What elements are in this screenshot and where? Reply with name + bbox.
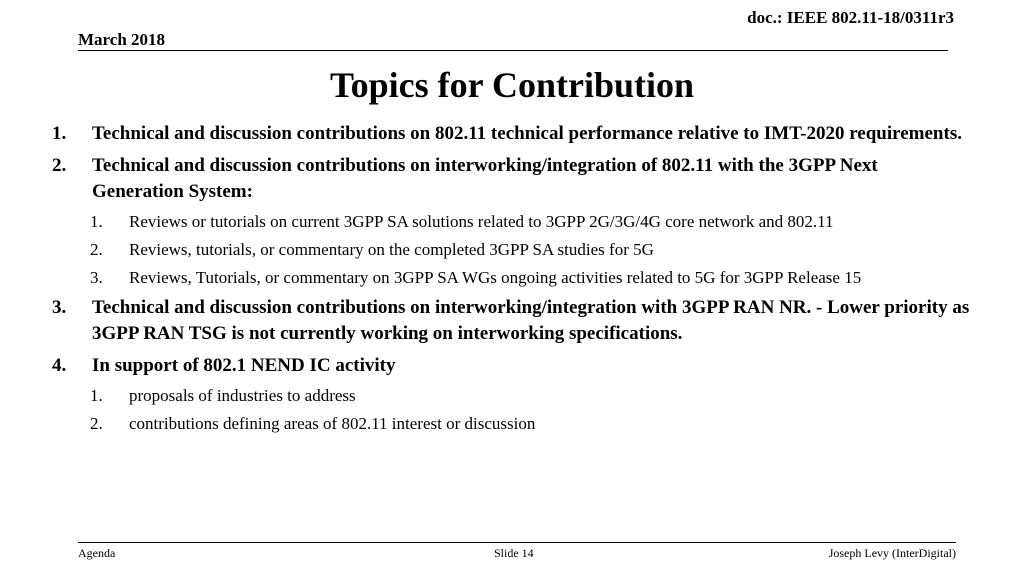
topic-item: [52, 353, 972, 379]
footer-divider: [78, 542, 956, 543]
topic-number: 3.: [52, 297, 67, 318]
topic-text: Technical and discussion contributions on 802.11 technical performance relative to IMT-2020 requirements.: [92, 123, 962, 144]
subtopic-item: [52, 413, 972, 435]
topic-text: Technical and discussion contributions on interworking/integration of 802.11 with the 3GPP Next Generation System:: [92, 155, 878, 202]
topic-item: [52, 295, 972, 347]
subtopic-number: 1.: [90, 212, 103, 231]
topic-list: [52, 121, 972, 435]
topic-item: [52, 121, 972, 147]
subtopic-item: [52, 267, 972, 289]
subtopic-item: [52, 239, 972, 261]
slide-date: March 2018: [78, 30, 166, 49]
subtopic-text: Reviews, tutorials, or commentary on the completed 3GPP SA studies for 5G: [129, 240, 654, 259]
footer-left-label: Agenda: [78, 546, 116, 560]
slide-number: Slide 14: [494, 546, 534, 560]
subtopic-text: Reviews, Tutorials, or commentary on 3GPP SA WGs ongoing activities related to 5G for 3GPP Release 15: [129, 268, 862, 287]
topic-text: In support of 802.1 NEND IC activity: [92, 355, 396, 376]
topic-number: 1.: [52, 123, 67, 144]
topic-text: Technical and discussion contributions on interworking/integration with 3GPP RAN NR. - Lower priority as 3GPP RAN TSG is not currently working on interworking specifications.: [92, 297, 970, 344]
subtopic-number: 2.: [90, 414, 103, 433]
subtopic-text: proposals of industries to address: [129, 386, 356, 405]
footer-author: Joseph Levy (InterDigital): [828, 546, 956, 560]
topic-number: 4.: [52, 355, 67, 376]
topic-item: [52, 153, 972, 205]
subtopic-text: Reviews or tutorials on current 3GPP SA solutions related to 3GPP 2G/3G/4G core network and 802.11: [129, 212, 834, 231]
subtopic-number: 2.: [90, 240, 103, 259]
subtopic-item: [52, 211, 972, 233]
subtopic-text: contributions defining areas of 802.11 interest or discussion: [129, 414, 536, 433]
slide-title: Topics for Contribution: [329, 65, 695, 105]
subtopic-number: 1.: [90, 386, 103, 405]
doc-id: doc.: IEEE 802.11-18/0311r3: [747, 8, 954, 27]
topic-number: 2.: [52, 155, 67, 176]
header-divider: [78, 50, 948, 51]
subtopic-number: 3.: [90, 268, 103, 287]
subtopic-item: [52, 385, 972, 407]
